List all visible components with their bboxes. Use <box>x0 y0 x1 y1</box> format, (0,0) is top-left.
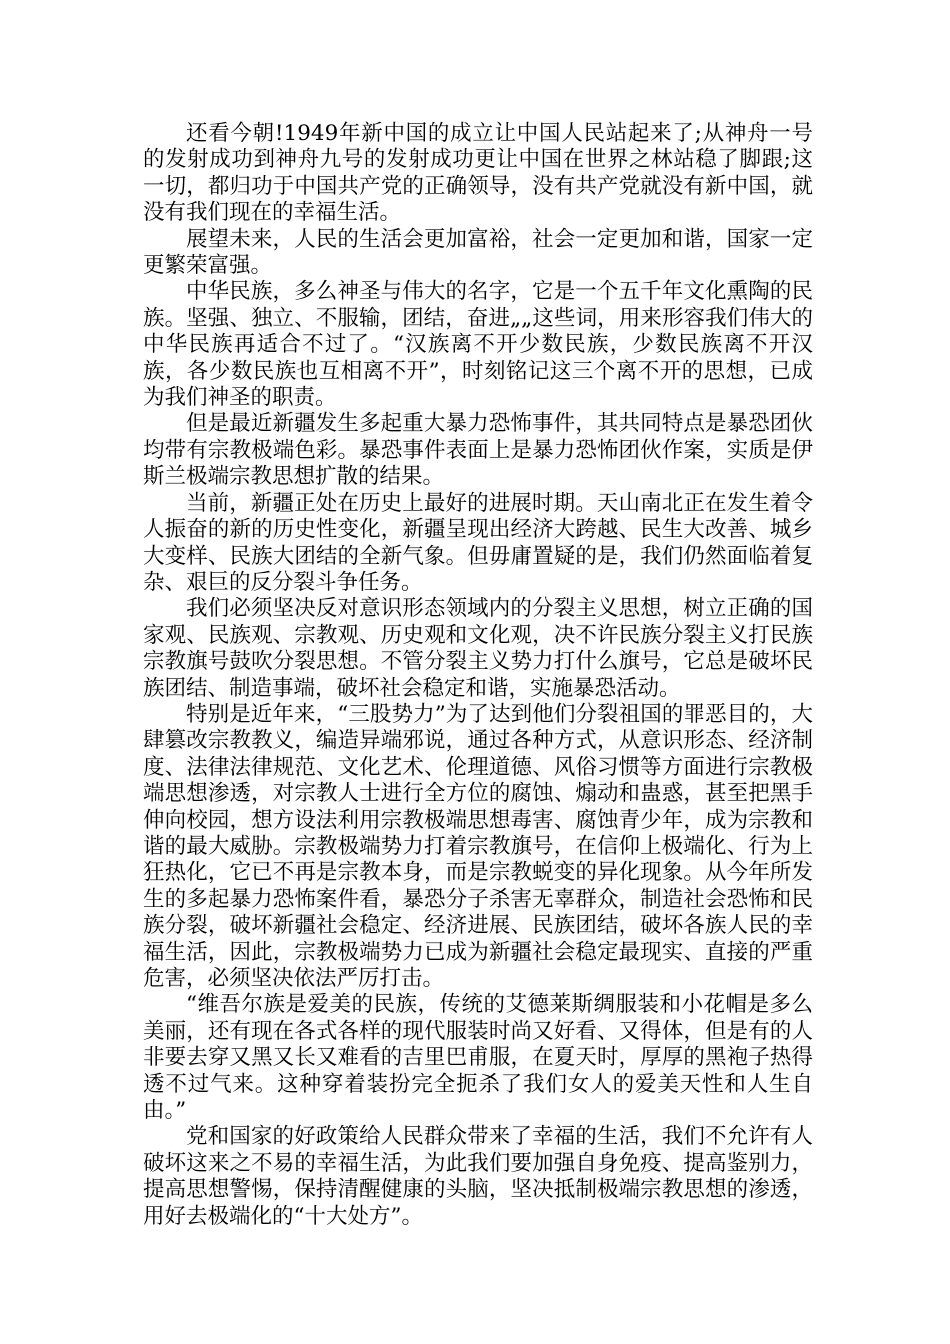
paragraph-5: 当前，新疆正处在历史上最好的进展时期。天山南北正在发生着令人振奋的新的历史性变化，新疆呈现出经济大跨越、民生大改善、城乡大变样、民族大团结的全新气象。但毋庸置疑的是，我们仍然面临着复杂、艰巨的反分裂斗争任务。 <box>143 490 813 595</box>
paragraph-7: 特别是近年来，“三股势力”为了达到他们分裂祖国的罪恶目的，大肆篡改宗教教义，编造异端邪说，通过各种方式，从意识形态、经济制度、法律法律规范、文化艺术、伦理道德、风俗习惯等方面进行宗教极端思想渗透，对宗教人士进行全方位的腐蚀、煽动和蛊惑，甚至把黑手伸向校园，想方设法利用宗教极端思想毒害、腐蚀青少年，成为宗教和谐的最大威胁。宗教极端势力打着宗教旗号，在信仰上极端化、行为上狂热化，它已不再是宗教本身，而是宗教蜕变的异化现象。从今年所发生的多起暴力恐怖案件看，暴恐分子杀害无辜群众，制造社会恐怖和民族分裂，破坏新疆社会稳定、经济进展、民族团结，破坏各族人民的幸福生活，因此，宗教极端势力已成为新疆社会稳定最现实、直接的严重危害，必须坚决依法严厉打击。 <box>143 701 813 991</box>
paragraph-1: 还看今朝!1949年新中国的成立让中国人民站起来了;从神舟一号的发射成功到神舟九号的发射成功更让中国在世界之林站稳了脚跟;这一切，都归功于中国共产党的正确领导，没有共产党就没有新中国，就没有我们现在的幸福生活。 <box>143 121 813 226</box>
paragraph-3: 中华民族，多么神圣与伟大的名字，它是一个五千年文化熏陶的民族。坚强、独立、不服输，团结，奋进„„这些词，用来形容我们伟大的中华民族再适合不过了。“汉族离不开少数民族，少数民族离不开汉族，各少数民族也互相离不开”，时刻铭记这三个离不开的思想，已成为我们神圣的职责。 <box>143 279 813 411</box>
paragraph-4: 但是最近新疆发生多起重大暴力恐怖事件，其共同特点是暴恐团伙均带有宗教极端色彩。暴恐事件表面上是暴力恐怖团伙作案，实质是伊斯兰极端宗教思想扩散的结果。 <box>143 411 813 490</box>
paragraph-2: 展望未来，人民的生活会更加富裕，社会一定更加和谐，国家一定更繁荣富强。 <box>143 226 813 279</box>
paragraph-9: 党和国家的好政策给人民群众带来了幸福的生活，我们不允许有人破坏这来之不易的幸福生活，为此我们要加强自身免疫、提高鉴别力，提高思想警惕，保持清醒健康的头脑，坚决抵制极端宗教思想的渗透，用好去极端化的“十大处方”。 <box>143 1124 813 1229</box>
paragraph-6: 我们必须坚决反对意识形态领域内的分裂主义思想，树立正确的国家观、民族观、宗教观、历史观和文化观，决不许民族分裂主义打民族宗教旗号鼓吹分裂思想。不管分裂主义势力打什么旗号，它总是破坏民族团结、制造事端，破坏社会稳定和谐，实施暴恐活动。 <box>143 596 813 701</box>
document-body <box>143 121 813 1230</box>
paragraph-8: “维吾尔族是爱美的民族，传统的艾德莱斯绸服装和小花帽是多么美丽，还有现在各式各样的现代服装时尚又好看、又得体，但是有的人非要去穿又黑又长又难看的吉里巴甫服，在夏天时，厚厚的黑袍子热得透不过气来。这种穿着装扮完全扼杀了我们女人的爱美天性和人生自由。” <box>143 992 813 1124</box>
